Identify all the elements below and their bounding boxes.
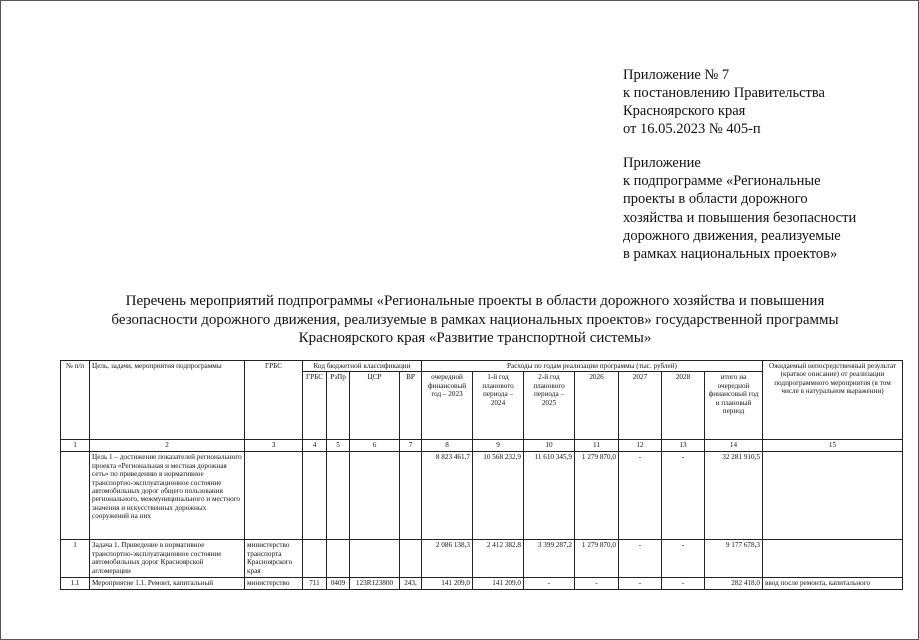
row-csr	[350, 452, 400, 540]
title-line: Красноярского края «Развитие транспортной системы»	[298, 330, 652, 346]
header-grbs: ГРБС	[245, 361, 303, 440]
row-num	[61, 452, 90, 540]
col-number: 3	[245, 440, 303, 452]
row-result	[763, 452, 903, 540]
row-y2025: 3 399 287,2	[524, 540, 575, 578]
row-y2023: 8 823 461,7	[422, 452, 473, 540]
row-total: 32 281 910,5	[705, 452, 763, 540]
row-grbs-code: 711	[303, 578, 327, 590]
row-y2023: 141 209,0	[422, 578, 473, 590]
col-number: 5	[327, 440, 350, 452]
col-number: 6	[350, 440, 400, 452]
row-y2028: -	[662, 540, 705, 578]
row-total: 282 418,0	[705, 578, 763, 590]
table-row	[61, 578, 903, 590]
row-y2025: 11 610 345,9	[524, 452, 575, 540]
col-number: 7	[400, 440, 422, 452]
row-y2026: 1 279 870,0	[575, 540, 619, 578]
row-csr	[350, 540, 400, 578]
title-line: безопасности дорожного движения, реализуемые в рамках национальных проектов» государственной программы	[111, 311, 839, 328]
table-row	[61, 540, 903, 578]
row-vr	[400, 540, 422, 578]
col-number: 13	[662, 440, 705, 452]
row-y2024: 141 209,0	[473, 578, 524, 590]
col-number: 4	[303, 440, 327, 452]
appendix-line: к подпрограмме «Региональные	[623, 173, 821, 190]
header-expenses: Расходы по годам реализации программы (тыс. рублей)	[422, 361, 763, 372]
document-title	[80, 292, 870, 348]
row-grbs-code	[303, 540, 327, 578]
appendix-line: проекты в области дорожного	[623, 191, 808, 208]
header-expected-result: Ожидаемый непосредственный результат (краткое описание) от реализации подпрограммного мероприятия (в том числе в натуральном выражении)	[763, 361, 903, 440]
title-line: Перечень мероприятий подпрограммы «Региональные проекты в области дорожного хозяйства и повышения	[125, 293, 825, 309]
col-number: 11	[575, 440, 619, 452]
header-year-2028: 2028	[662, 372, 705, 440]
row-y2028: -	[662, 578, 705, 590]
row-y2024: 10 568 232,9	[473, 452, 524, 540]
appendix-line: в рамках национальных проектов»	[623, 246, 838, 263]
col-number: 9	[473, 440, 524, 452]
appendix-line: хозяйства и повышения безопасности	[623, 209, 857, 226]
row-rzpr: 0409	[327, 578, 350, 590]
col-number: 15	[763, 440, 903, 452]
appendix-line: Приложение № 7	[623, 67, 730, 83]
appendix-line: Приложение	[623, 155, 701, 171]
header-goals: Цель, задачи, мероприятия подпрограммы	[90, 361, 245, 440]
col-number: 10	[524, 440, 575, 452]
col-number: 14	[705, 440, 763, 452]
appendix-line: дорожного движения, реализуемые	[623, 227, 841, 244]
row-grbs: министерство транспорта Красноярского края	[245, 540, 303, 578]
table-row	[61, 452, 903, 540]
measures-table	[60, 360, 903, 590]
header-grbs-sub: ГРБС	[303, 372, 327, 440]
row-y2027: -	[619, 452, 662, 540]
row-name: Задача 1. Приведение в нормативное транспортно-эксплуатационное состояние автомобильных дорог Красноярской агломерации	[90, 540, 245, 578]
row-y2026: 1 279 870,0	[575, 452, 619, 540]
row-y2023: 2 086 138,3	[422, 540, 473, 578]
row-name: Мероприятие 1.1. Ремонт, капитальный	[90, 578, 245, 590]
row-grbs	[245, 452, 303, 540]
header-year-2027: 2027	[619, 372, 662, 440]
row-csr: 123R123800	[350, 578, 400, 590]
row-grbs: министерство	[245, 578, 303, 590]
header-csr: ЦСР	[350, 372, 400, 440]
header-total: итого на очередной финансовый год и плановый период	[705, 372, 763, 440]
col-number: 12	[619, 440, 662, 452]
appendix-block	[623, 66, 825, 138]
row-y2027: -	[619, 540, 662, 578]
row-name: Цель 1 – достижение показателей регионального проекта «Региональная и местная дорожная сеть» по приведению в нормативное транспортно-эксплуатационное состояние автомобильных дорог общего пользования регионального, межмуниципального и местного значения и искусственных дорожных сооружений на них	[90, 452, 245, 540]
row-vr: 243,	[400, 578, 422, 590]
header-vr: ВР	[400, 372, 422, 440]
row-vr	[400, 452, 422, 540]
row-result: ввод после ремонта, капитального	[763, 578, 903, 590]
header-num: № п/п	[61, 361, 90, 440]
row-rzpr	[327, 540, 350, 578]
row-y2027: -	[619, 578, 662, 590]
header-year-2023: очередной финансовый год – 2023	[422, 372, 473, 440]
appendix-line: Красноярского края	[623, 103, 746, 119]
row-y2026: -	[575, 578, 619, 590]
row-result	[763, 540, 903, 578]
header-year-2025: 2-й год планового периода – 2025	[524, 372, 575, 440]
col-number: 8	[422, 440, 473, 452]
row-y2025: -	[524, 578, 575, 590]
row-num: 1.1	[61, 578, 90, 590]
header-budget-code: Код бюджетной классификации	[303, 361, 422, 372]
col-number: 2	[90, 440, 245, 452]
row-num: 1	[61, 540, 90, 578]
row-y2024: 2 412 382,8	[473, 540, 524, 578]
appendix-line: от 16.05.2023 № 405-п	[623, 121, 761, 137]
column-number-row	[61, 440, 903, 452]
row-total: 9 177 678,3	[705, 540, 763, 578]
appendix-line: к постановлению Правительства	[623, 85, 825, 101]
row-grbs-code	[303, 452, 327, 540]
header-year-2024: 1-й год планового периода – 2024	[473, 372, 524, 440]
header-rzpr: РзПр	[327, 372, 350, 440]
row-rzpr	[327, 452, 350, 540]
col-number: 1	[61, 440, 90, 452]
header-year-2026: 2026	[575, 372, 619, 440]
row-y2028: -	[662, 452, 705, 540]
subprogram-appendix-block	[623, 154, 856, 263]
